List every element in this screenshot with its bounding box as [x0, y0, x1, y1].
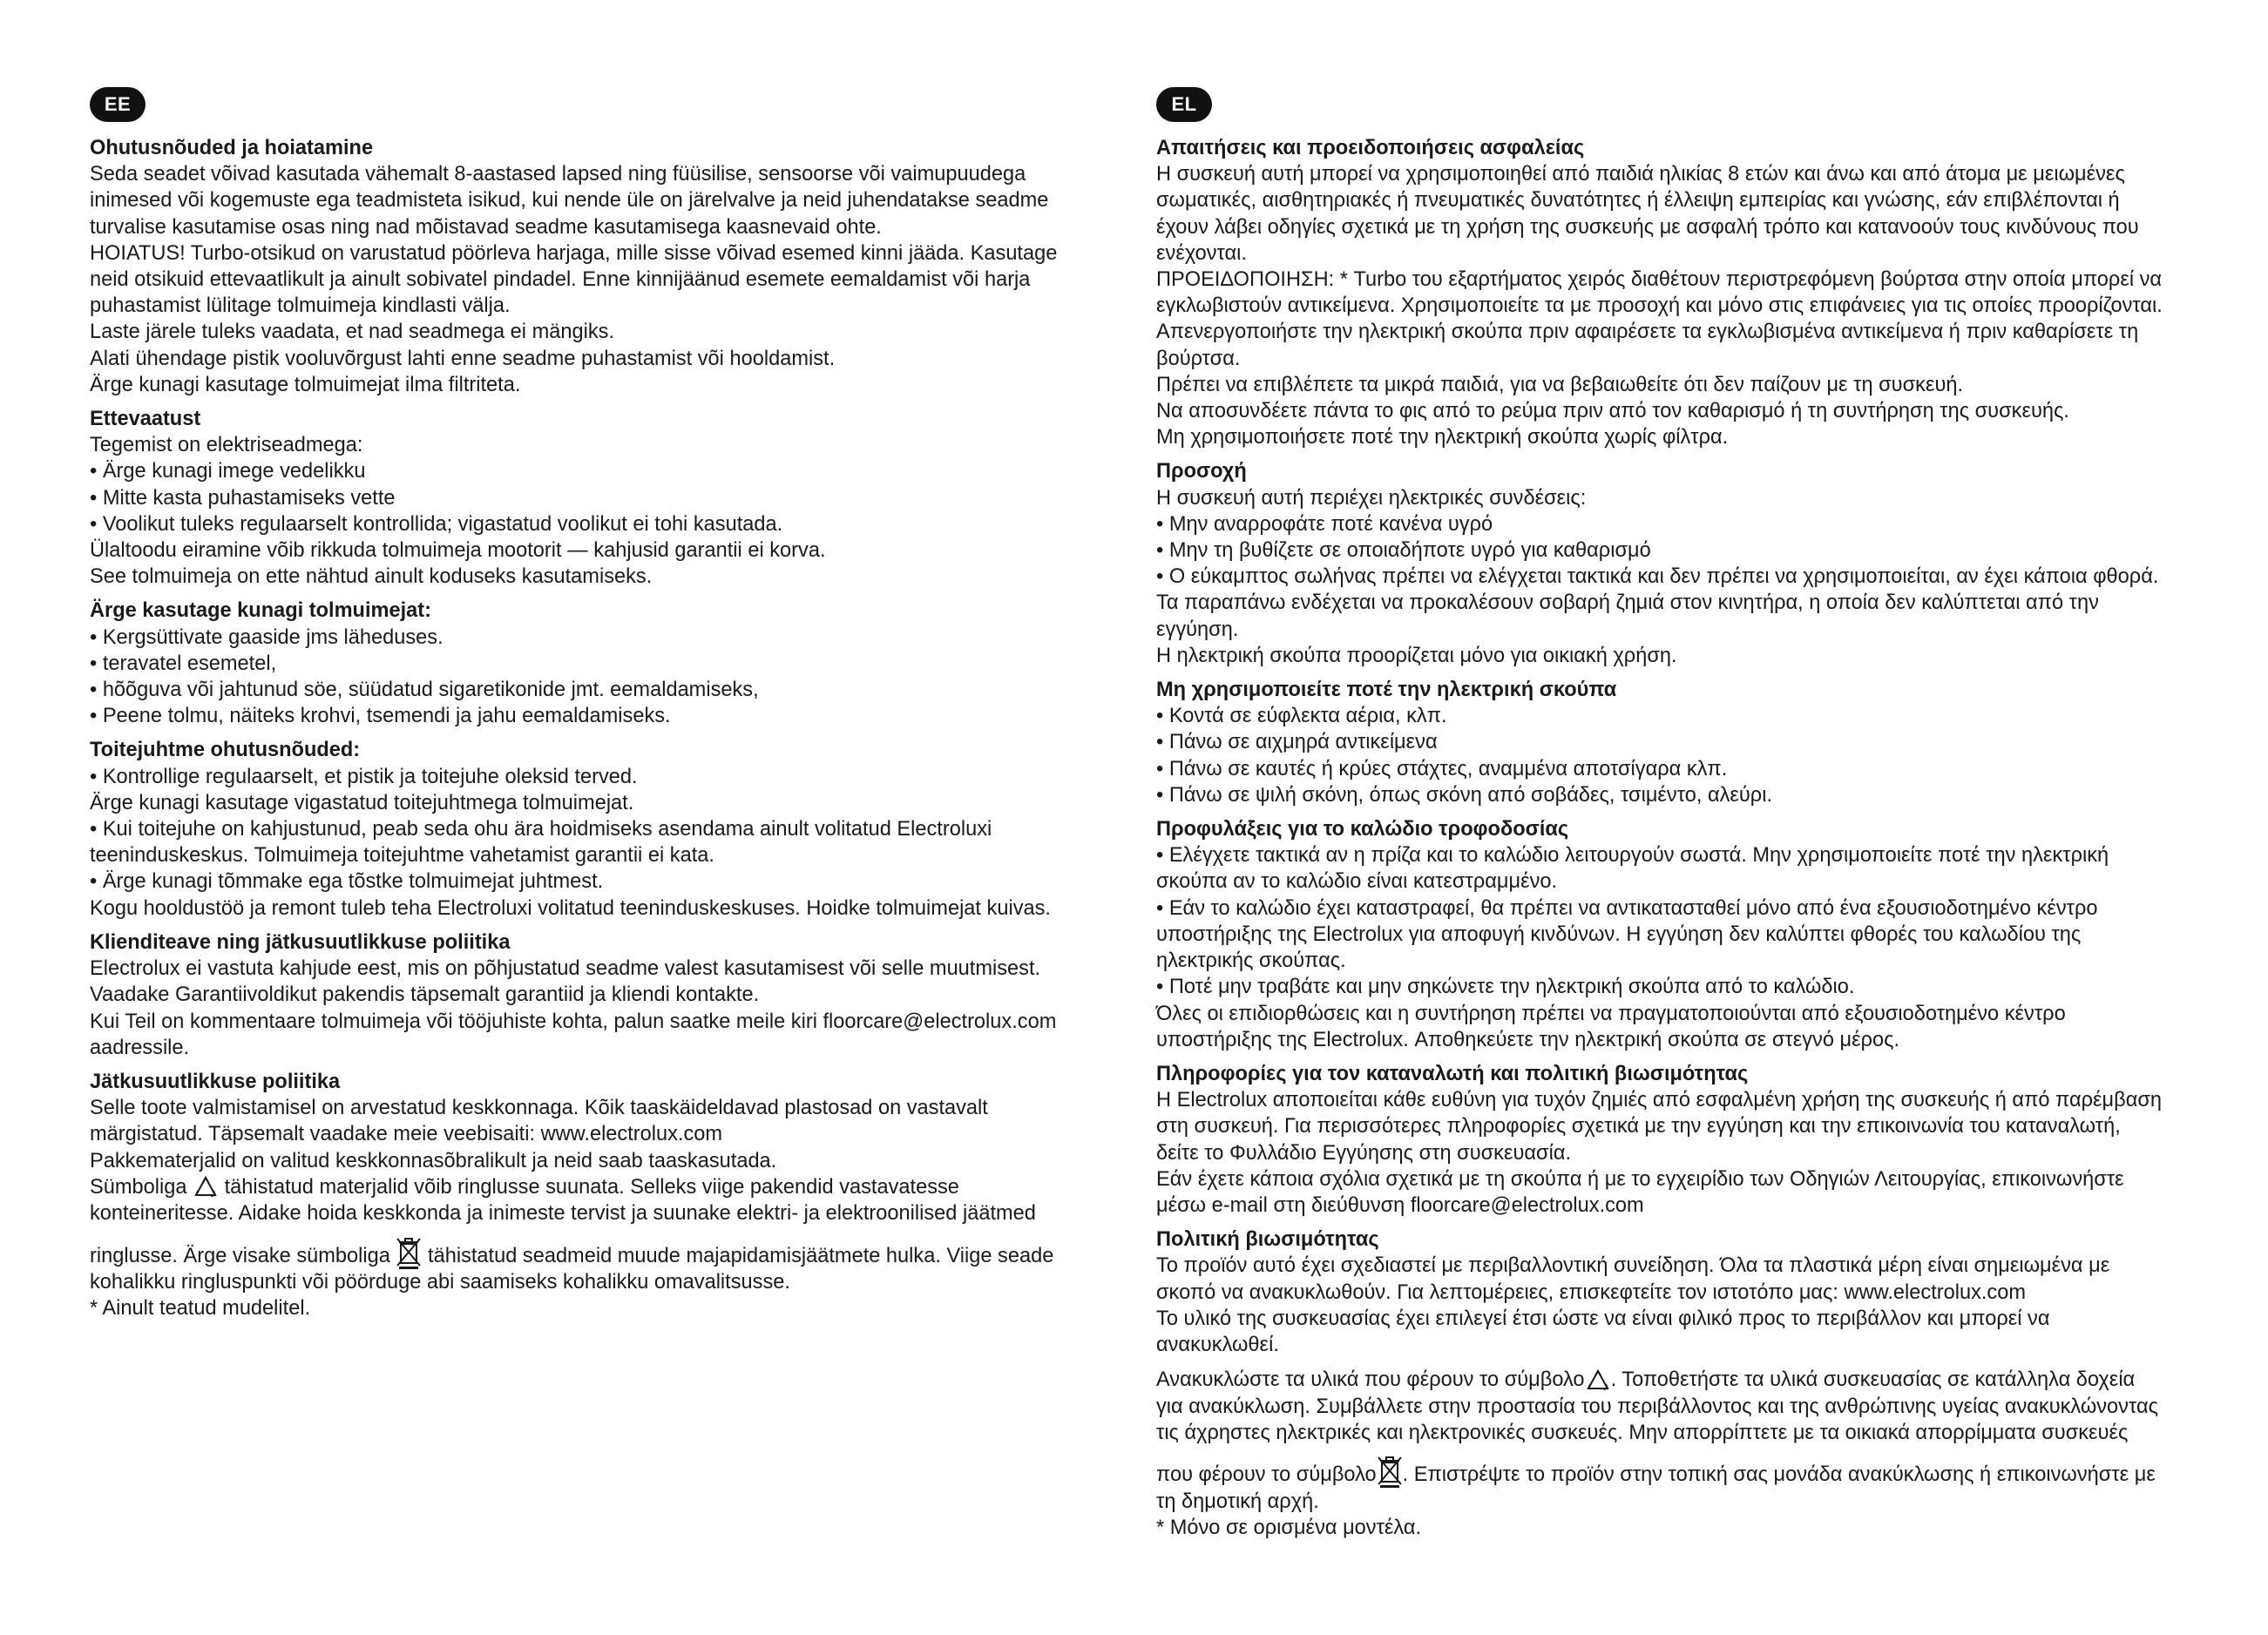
text-line: konteineritesse. Aidake hoida keskkonda ja inimeste tervist ja suunake elektri- ja elektroonilised jäätmed	[90, 1202, 1036, 1226]
text-line: υποστήριξης της Electrolux. Αποθηκεύετε την ηλεκτρική σκούπα σε στεγνό μέρος.	[1156, 1028, 1900, 1051]
text-line: Εάν έχετε κάποια σχόλια σχετικά με τη σκούπα ή με το εγχειρίδιο των Οδηγιών Λειτουργίας, επικοινωνήστε	[1156, 1167, 2124, 1191]
text-line: ενέχονται.	[1156, 241, 1247, 265]
text-line: Μη χρησιμοποιήσετε ποτέ την ηλεκτρική σκούπα χωρίς φίλτρα.	[1156, 426, 1729, 449]
ee-sustainability-section	[90, 1069, 1118, 1321]
crossed-bin-icon	[1377, 1455, 1403, 1488]
bullet-item: • teravatel esemetel,	[90, 652, 277, 675]
bullet-item: • Ärge kunagi tõmmake ega tõstke tolmuimejat juhtmest.	[90, 870, 604, 894]
text-line: Η συσκευή αυτή περιέχει ηλεκτρικές συνδέσεις:	[1156, 486, 1587, 510]
text-line: Ülaltoodu eiramine võib rikkuda tolmuimeja mootorit — kahjusid garantii ei korva.	[90, 539, 826, 563]
bullet-item: • Μην τη βυθίζετε σε οποιαδήποτε υγρό για καθαρισμό	[1156, 539, 1651, 563]
section-title: Πληροφορίες για τον καταναλωτή και πολιτική βιωσιμότητας	[1156, 1062, 1749, 1085]
recycle-line	[1156, 1367, 2202, 1394]
section-title: Ärge kasutage kunagi tolmuimejat:	[90, 599, 432, 623]
el-sustainability-section	[1156, 1226, 2202, 1541]
bullet-item: • Ποτέ μην τραβάτε και μην σηκώνετε την ηλεκτρική σκούπα από το καλώδιο.	[1156, 976, 1855, 999]
text-line: Alati ühendage pistik vooluvõrgust lahti enne seadme puhastamist või hooldamist.	[90, 347, 836, 370]
bullet-item: • Mitte kasta puhastamiseks vette	[90, 486, 396, 510]
language-badge-el: EL	[1156, 87, 1212, 122]
text-fragment: Ανακυκλώστε τα υλικά που φέρουν το σύμβολο	[1156, 1368, 1585, 1392]
greek-column	[1156, 87, 2202, 1549]
text-line: neid otsikuid ettevaatlikult ja ainult sobivatel pindadel. Enne kinnijäänud esemete eemaldamist või harja	[90, 268, 1031, 292]
ee-power-cord-section	[90, 737, 1118, 921]
ee-safety-section	[90, 135, 1118, 398]
text-line: μέσω e-mail στη διεύθυνση floorcare@electrolux.com	[1156, 1193, 1644, 1217]
text-line: Tegemist on elektriseadmega:	[90, 434, 363, 457]
text-line: Pakkematerjalid on valitud keskkonnasõbralikult ja neid saab taaskasutada.	[90, 1149, 777, 1172]
text-line: ανακυκλωθεί.	[1156, 1333, 1279, 1356]
text-fragment: . Επιστρέψτε το προϊόν στην τοπική σας μονάδα ανακύκλωσης ή επικοινωνήστε με	[1402, 1463, 2156, 1487]
el-safety-section	[1156, 135, 2202, 450]
text-line: Το υλικό της συσκευασίας έχει επιλεγεί έτσι ώστε να είναι φιλικό προς το περιβάλλον και μπορεί να	[1156, 1307, 2050, 1330]
text-line: έχουν λάβει οδηγίες σχετικά με τη χρήση της συσκευής με ασφαλή τρόπο και κατανοούν τους κινδύνους που	[1156, 215, 2139, 239]
bullet-item: • Voolikut tuleks regulaarselt kontrollida; vigastatud voolikut ei tohi kasutada.	[90, 512, 783, 536]
section-title: Toitejuhtme ohutusnõuded:	[90, 739, 361, 762]
text-line: teeninduskeskus. Tolmuimeja toitejuhtme vahetamist garantii ei kata.	[90, 844, 714, 868]
ee-never-use-section	[90, 598, 1118, 729]
bullet-item: • Ärge kunagi imege vedelikku	[90, 460, 366, 483]
text-line: σωματικές, αισθητηριακές ή πνευματικές δυνατότητες ή έλλειψη εμπειρίας και γνώσης, εάν επιβλέπονται ή	[1156, 189, 2120, 213]
text-line: σκοπό να ανακυκλωθούν. Για λεπτομέρειες, επισκεφτείτε τον ιστοτόπο μας: www.electrolux.com	[1156, 1280, 2027, 1304]
text-line: puhastamist lülitage tolmuimeja kindlasti välja.	[90, 294, 511, 318]
text-line: Selle toote valmistamisel on arvestatud keskkonnaga. Kõik taaskäideldavad plastosad on vastavalt	[90, 1097, 988, 1120]
section-title: Προφυλάξεις για το καλώδιο τροφοδοσίας	[1156, 818, 1569, 841]
crossed-bin-icon	[396, 1236, 422, 1269]
text-line: Laste järele tuleks vaadata, et nad seadmega ei mängiks.	[90, 321, 615, 344]
section-title: Klienditeave ning jätkusuutlikkuse poliitika	[90, 930, 511, 954]
footnote: * Μόνο σε ορισμένα μοντέλα.	[1156, 1516, 1422, 1539]
text-line: Όλες οι επιδιορθώσεις και η συντήρηση πρέπει να πραγματοποιούνται από εξουσιοδοτημένο κέντρο	[1156, 1002, 2066, 1025]
el-power-cord-section	[1156, 816, 2202, 1053]
text-line: Vaadake Garantiivoldikut pakendis täpsemalt garantiid ja kliendi kontakte.	[90, 983, 760, 1007]
section-title: Προσοχή	[1156, 460, 1247, 483]
text-line: Η Electrolux αποποιείται κάθε ευθύνη για τυχόν ζημιές από εσφαλμένη χρήση της συσκευής ή από παρέμβαση	[1156, 1089, 2163, 1112]
text-line: Kui Teil on kommentaare tolmuimeja või tööjuhiste kohta, palun saatke meile kiri floorcare@electrolux.com	[90, 1010, 1057, 1033]
language-badge-ee: EE	[90, 87, 146, 122]
text-line: Kogu hooldustöö ja remont tuleb teha Electroluxi volitatud teeninduskeskuses. Hoidke tolmuimejat kuivas.	[90, 896, 1051, 920]
bullet-item: • Κοντά σε εύφλεκτα αέρια, κλπ.	[1156, 705, 1447, 728]
bullet-item: • Εάν το καλώδιο έχει καταστραφεί, θα πρέπει να αντικατασταθεί μόνο από ένα εξουσιοδοτημένο κέντρο	[1156, 896, 2098, 920]
text-line: turvalise kasutamise osas ning nad mõistavad seadme kasutamisega kaasnevaid ohte.	[90, 215, 882, 239]
ee-caution-section	[90, 406, 1118, 590]
text-line: για ανακύκλωση. Συμβάλλετε στην προστασία του περιβάλλοντος και της ανθρώπινης υγείας ανακυκλώνοντας	[1156, 1395, 2158, 1418]
footnote: * Ainult teatud mudelitel.	[90, 1297, 311, 1321]
text-line: Τα παραπάνω ενδέχεται να προκαλέσουν σοβαρή ζημιά στον κινητήρα, η οποία δεν καλύπτεται από την	[1156, 591, 2099, 615]
text-line: Ärge kunagi kasutage tolmuimejat ilma filtriteta.	[90, 373, 521, 396]
bullet-item: • Μην αναρροφάτε ποτέ κανένα υγρό	[1156, 512, 1493, 536]
bullet-item: • Ελέγχετε τακτικά αν η πρίζα και το καλώδιο λειτουργούν σωστά. Μην χρησιμοποιείτε ποτέ την ηλεκτρική	[1156, 844, 2109, 868]
weee-line	[90, 1236, 1118, 1269]
recycle-icon	[193, 1174, 219, 1200]
bullet-item: • Peene tolmu, näiteks krohvi, tsemendi ja jahu eemaldamiseks.	[90, 705, 671, 728]
text-line: Απενεργοποιήστε την ηλεκτρική σκούπα πριν αφαιρέσετε τα εγκλωβισμένα αντικείμενα ή πριν καθαρίσετε τη	[1156, 321, 2139, 344]
text-fragment: Sümboliga	[90, 1175, 187, 1199]
text-line: Η συσκευή αυτή μπορεί να χρησιμοποιηθεί από παιδιά ηλικίας 8 ετών και άνω και από άτομα με μειωμένες	[1156, 163, 2125, 186]
text-line: εγκλωβιστούν αντικείμενα. Χρησιμοποιείτε τα με προσοχή και μόνο στις επιφάνειες για τις οποίες προορίζονται.	[1156, 294, 2163, 318]
text-fragment: tähistatud materjalid võib ringlusse suunata. Selleks viige pakendid vastavatesse	[224, 1175, 959, 1199]
el-caution-section	[1156, 458, 2202, 669]
estonian-column	[90, 87, 1118, 1329]
text-line: Το προϊόν αυτό έχει σχεδιαστεί με περιβαλλοντική συνείδηση. Όλα τα πλαστικά μέρη είναι σημειωμένα με	[1156, 1254, 2110, 1278]
text-line: υποστήριξης της Electrolux για αποφυγή κινδύνων. Η εγγύηση δεν καλύπτει φθορές του καλωδίου της	[1156, 922, 2082, 946]
bullet-item: • Πάνω σε αιχμηρά αντικείμενα	[1156, 731, 1438, 754]
section-title: Ettevaatust	[90, 408, 201, 431]
text-line: Electrolux ei vastuta kahjude eest, mis on põhjustatud seadme valest kasutamisest või selle muutmisest.	[90, 957, 1041, 981]
bullet-item: • Πάνω σε καυτές ή κρύες στάχτες, αναμμένα αποτσίγαρα κλπ.	[1156, 757, 1728, 780]
bullet-item: • Πάνω σε ψιλή σκόνη, όπως σκόνη από σοβάδες, τσιμέντο, αλεύρι.	[1156, 783, 1773, 807]
bullet-item: • Ο εύκαμπτος σωλήνας πρέπει να ελέγχεται τακτικά και δεν πρέπει να χρησιμοποιείται, αν έχει κάποια φθορά.	[1156, 565, 2159, 589]
bullet-item: • Kontrollige regulaarselt, et pistik ja toitejuhe oleksid terved.	[90, 765, 638, 788]
section-title: Μη χρησιμοποιείτε ποτέ την ηλεκτρική σκούπα	[1156, 679, 1617, 702]
section-title: Απαιτήσεις και προειδοποιήσεις ασφαλείας	[1156, 137, 1585, 159]
text-line: τη δημοτική αρχή.	[1156, 1490, 1319, 1513]
text-line: inimesed või kogemuste ega teadmisteta isikud, kui nende üle on järelvalve ja neid juhendatakse seadme	[90, 189, 1049, 213]
text-line: Πρέπει να επιβλέπετε τα μικρά παιδιά, για να βεβαιωθείτε ότι δεν παίζουν με τη συσκευή.	[1156, 373, 1964, 396]
text-fragment: ringlusse. Ärge visake sümboliga	[90, 1244, 390, 1267]
text-line: βούρτσα.	[1156, 347, 1241, 370]
ee-customer-info-section	[90, 929, 1118, 1061]
section-title: Ohutusnõuded ja hoiatamine	[90, 137, 374, 159]
text-fragment: που φέρουν το σύμβολο	[1156, 1463, 1377, 1487]
text-line: See tolmuimeja on ette nähtud ainult koduseks kasutamiseks.	[90, 565, 653, 589]
text-line: Να αποσυνδέετε πάντα το φις από το ρεύμα πριν από τον καθαρισμό ή τη συντήρηση της συσκευής.	[1156, 400, 2069, 423]
text-fragment: . Τοποθετήστε τα υλικά συσκευασίας σε κατάλληλα δοχεία	[1610, 1368, 2136, 1392]
section-title: Jätkusuutlikkuse poliitika	[90, 1070, 341, 1093]
text-line: kohalikku ringluspunkti või pöörduge abi saamiseks kohalikku omavalitsusse.	[90, 1270, 790, 1294]
text-fragment: tähistatud seadmeid muude majapidamisjäätmete hulka. Viige seade	[428, 1244, 1054, 1267]
text-line: Η ηλεκτρική σκούπα προορίζεται μόνο για οικιακή χρήση.	[1156, 644, 1677, 667]
bullet-item: • Kergsüttivate gaaside jms läheduses.	[90, 625, 443, 649]
text-line: ηλεκτρικής σκούπας.	[1156, 949, 1346, 973]
text-line: εγγύηση.	[1156, 618, 1239, 641]
text-line: στη συσκευή. Για περισσότερες πληροφορίες σχετικά με την εγγύηση και την επικοινωνία του καταναλωτή,	[1156, 1115, 2121, 1138]
text-line: Ärge kunagi kasutage vigastatud toitejuhtmega tolmuimejat.	[90, 791, 634, 814]
recycle-icon	[1585, 1368, 1611, 1394]
bullet-item: • Kui toitejuhe on kahjustunud, peab seda ohu ära hoidmiseks asendama ainult volitatud Electroluxi	[90, 818, 992, 841]
text-line: τις άχρηστες ηλεκτρικές και ηλεκτρονικές συσκευές. Μην απορρίπτετε με τα οικιακά απορρίμματα συσκευές	[1156, 1422, 2129, 1445]
text-line: σκούπα αν το καλώδιο είναι κατεστραμμένο.	[1156, 870, 1558, 894]
el-never-use-section	[1156, 677, 2202, 808]
text-line: HOIATUS! Turbo-otsikud on varustatud pöörleva harjaga, mille sisse võivad esemed kinni jääda. Kasutage	[90, 241, 1058, 265]
text-line: aadressile.	[90, 1036, 190, 1059]
text-line: δείτε το Φυλλάδιο Εγγύησης στη συσκευασία.	[1156, 1141, 1572, 1165]
weee-line	[1156, 1455, 2202, 1488]
section-title: Πολιτική βιωσιμότητας	[1156, 1228, 1379, 1252]
text-line: Seda seadet võivad kasutada vähemalt 8-aastased lapsed ning füüsilise, sensoorse või vaimupuudega	[90, 163, 1026, 186]
bullet-item: • hõõguva või jahtunud söe, süüdatud sigaretikonide jmt. eemaldamiseks,	[90, 679, 759, 702]
el-customer-info-section	[1156, 1061, 2202, 1219]
text-line: ΠΡΟΕΙΔΟΠΟΙΗΣΗ: * Turbo του εξαρτήματος χειρός διαθέτουν περιστρεφόμενη βούρτσα στην οποία μπορεί να	[1156, 268, 2163, 292]
text-line: märgistatud. Täpsemalt vaadake meie veebisaiti: www.electrolux.com	[90, 1123, 723, 1146]
recycle-line	[90, 1174, 1118, 1201]
